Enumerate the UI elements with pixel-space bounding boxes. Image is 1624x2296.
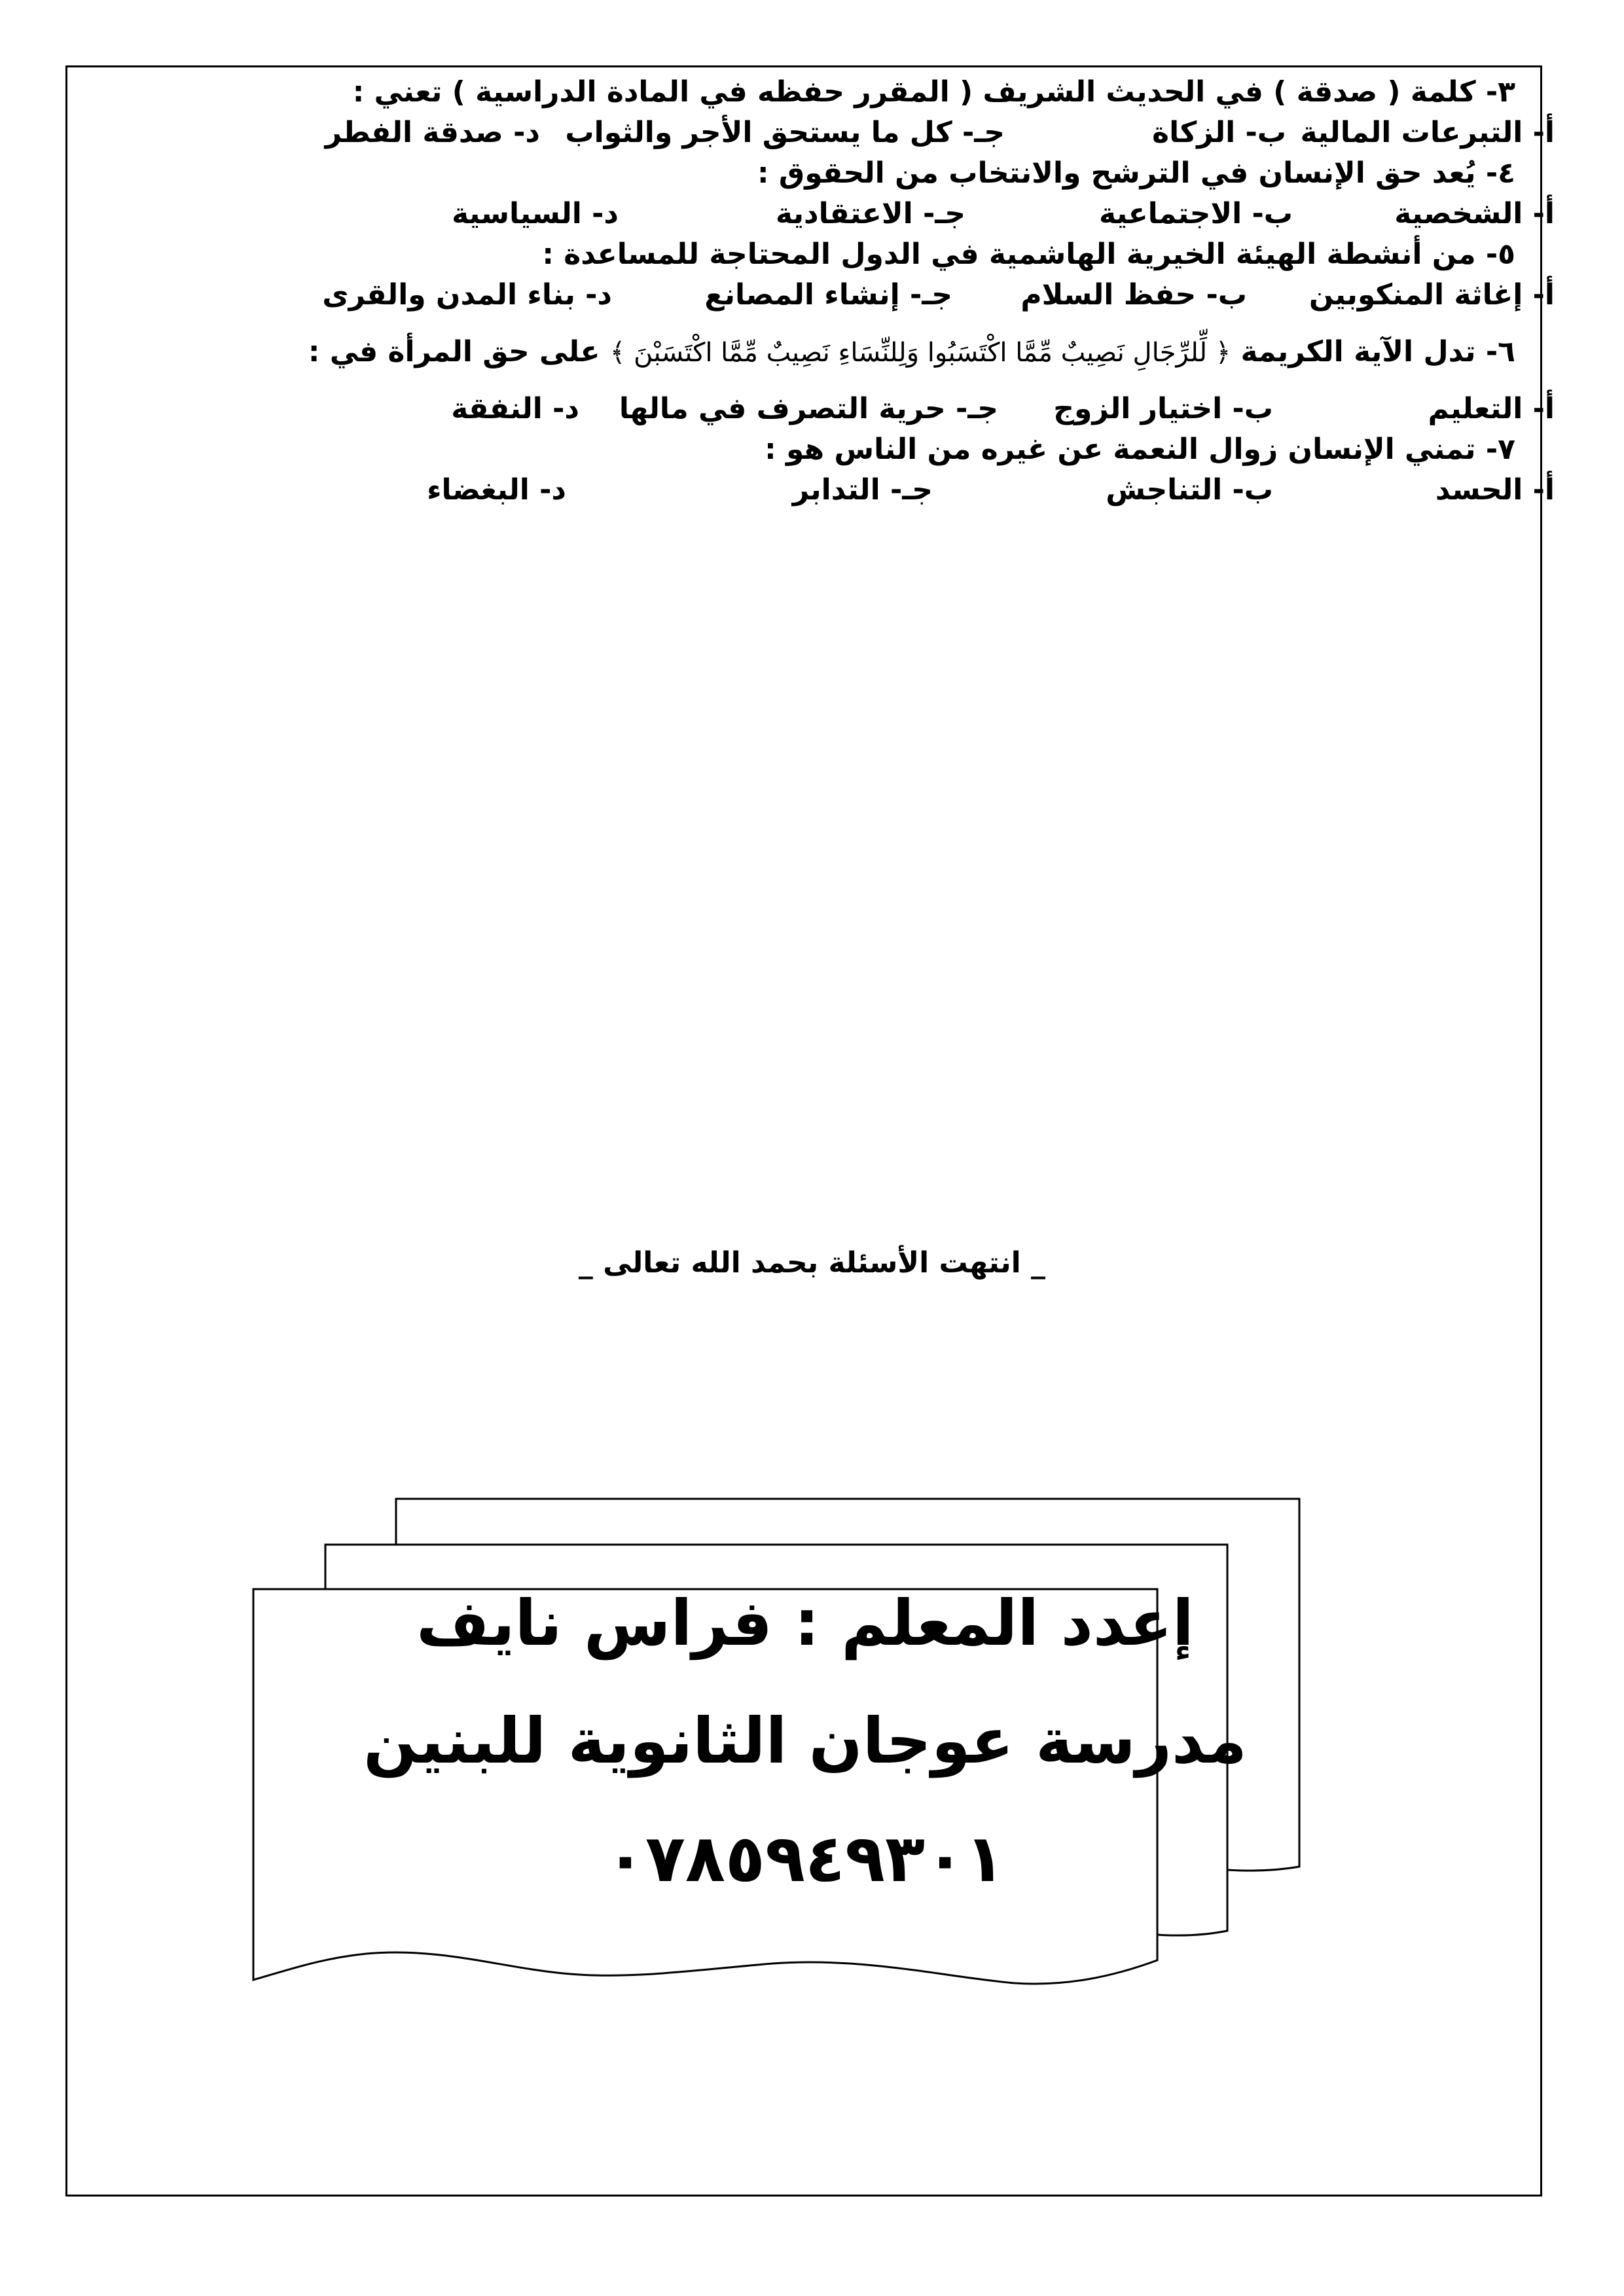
option-d: د- بناء المدن والقرى [322,278,612,312]
option-a: أ- التبرعات المالية [1300,116,1555,149]
option-d: د- صدقة الفطر [325,116,540,149]
question-5-stem: ٥- من أنشطة الهيئة الخيرية الهاشمية في الدول المحتاجة للمساعدة : [542,238,1515,271]
option-b: ب- الاجتماعية [1098,197,1293,230]
option-a: أ- إغاثة المنكوبين [1308,278,1555,312]
option-b: ب- التناجش [1106,473,1273,507]
option-c: جـ- إنشاء المصانع [704,278,952,312]
question-6-stem-end: على حق المرأة في : [308,335,600,368]
option-b: ب- الزكاة [1152,116,1286,149]
option-b: ب- حفظ السلام [1020,278,1247,312]
quran-verse: ﴿ لِّلرِّجَالِ نَصِيبٌ مِّمَّا اكْتَسَبُوا وَلِلنِّسَاءِ نَصِيبٌ مِّمَّا اكْتَسَبْنَ ﴾ [609,338,1231,368]
closing-line: _ انتهت الأسئلة بحمد الله تعالى _ [578,1246,1046,1280]
option-d: د- النفقة [451,392,579,425]
question-6-stem-start: ٦- تدل الآية الكريمة [1240,335,1515,368]
option-c: جـ- الاعتقادية [775,197,965,230]
option-b: ب- اختيار الزوج [1053,392,1273,425]
teacher-card [249,1568,1362,1954]
school-name: مدرسة عوجان الثانوية للبنين [363,1704,1247,1778]
option-a: أ- الشخصية [1394,197,1555,230]
option-c: جـ- التدابر [792,473,933,507]
option-d: د- السياسية [452,197,619,230]
phone-number: ٠٧٨٥٩٤٩٣٠١ [605,1820,1005,1897]
option-c: جـ- كل ما يستحق الأجر والثواب [565,116,1005,149]
option-c: جـ- حرية التصرف في مالها [619,392,998,425]
option-d: د- البغضاء [427,473,566,507]
option-a: أ- التعليم [1428,392,1555,425]
teacher-name: إعدد المعلم : فراس نايف [416,1587,1194,1660]
option-a: أ- الحسد [1435,473,1555,507]
question-4-stem: ٤- يُعد حق الإنسان في الترشح والانتخاب من الحقوق : [757,156,1515,190]
question-3-stem: ٣- كلمة ( صدقة ) في الحديث الشريف ( المقرر حفظه في المادة الدراسية ) تعني : [352,75,1515,109]
question-7-stem: ٧- تمني الإنسان زوال النعمة عن غيره من الناس هو : [765,433,1515,466]
